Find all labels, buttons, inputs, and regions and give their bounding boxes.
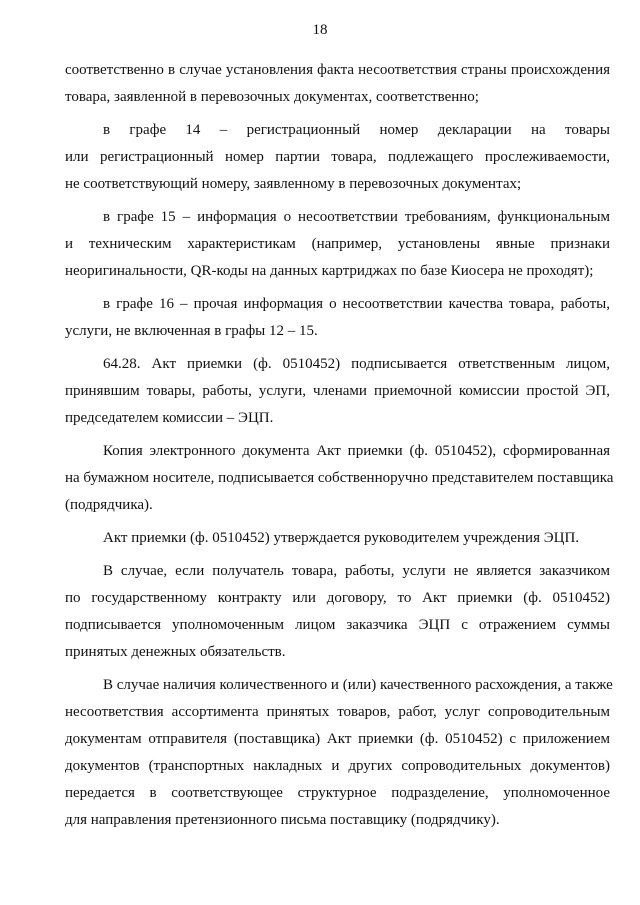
- text-line: в графе 16 – прочая информация о несоответствии качества товара, работы,: [103, 296, 610, 312]
- text-line: на бумажном носителе, подписывается собственноручно представителем поставщика: [65, 470, 614, 486]
- text-line: несоответствия ассортимента принятых товаров, работ, услуг сопроводительным: [65, 704, 610, 720]
- page-number: 18: [312, 22, 328, 38]
- text-line: (подрядчика).: [65, 497, 153, 513]
- text-line: или регистрационный номер партии товара, подлежащего прослеживаемости,: [65, 149, 610, 165]
- text-line: не соответствующий номеру, заявленному в перевозочных документах;: [65, 176, 522, 192]
- text-line: по государственному контракту или договору, то Акт приемки (ф. 0510452): [65, 590, 610, 606]
- text-line: товара, заявленной в перевозочных документах, соответственно;: [65, 89, 479, 105]
- text-line: в графе 15 – информация о несоответствии требованиям, функциональным: [103, 209, 610, 225]
- text-line: передается в соответствующее структурное подразделение, уполномоченное: [65, 785, 610, 801]
- text-line: соответственно в случае установления факта несоответствия страны происхождения: [65, 62, 610, 78]
- text-line: принявшим товары, работы, услуги, членами приемочной комиссии простой ЭП,: [65, 383, 610, 399]
- text-line: Акт приемки (ф. 0510452) утверждается руководителем учреждения ЭЦП.: [103, 530, 580, 546]
- text-line: неоригинальности, QR-коды на данных картриджах по базе Киосера не проходят);: [65, 263, 594, 279]
- text-line: принятых денежных обязательств.: [65, 644, 286, 660]
- text-line: в графе 14 – регистрационный номер декларации на товары: [103, 122, 610, 138]
- text-line: В случае, если получатель товара, работы, услуги не является заказчиком: [103, 563, 610, 579]
- text-line: и техническим характеристикам (например, установлены явные признаки: [65, 236, 610, 252]
- text-line: для направления претензионного письма поставщику (подрядчику).: [65, 812, 500, 828]
- text-line: председателем комиссии – ЭЦП.: [65, 410, 274, 426]
- text-line: Копия электронного документа Акт приемки (ф. 0510452), сформированная: [103, 443, 610, 459]
- text-line: документам отправителя (поставщика) Акт приемки (ф. 0510452) с приложением: [65, 731, 610, 747]
- text-line: 64.28. Акт приемки (ф. 0510452) подписывается ответственным лицом,: [103, 356, 610, 372]
- text-line: услуги, не включенная в графы 12 – 15.: [65, 323, 318, 339]
- text-line: документов (транспортных накладных и других сопроводительных документов): [65, 758, 610, 774]
- text-line: В случае наличия количественного и (или) качественного расхождения, а также: [103, 677, 613, 693]
- text-line: подписывается уполномоченным лицом заказчика ЭЦП с отражением суммы: [65, 617, 610, 633]
